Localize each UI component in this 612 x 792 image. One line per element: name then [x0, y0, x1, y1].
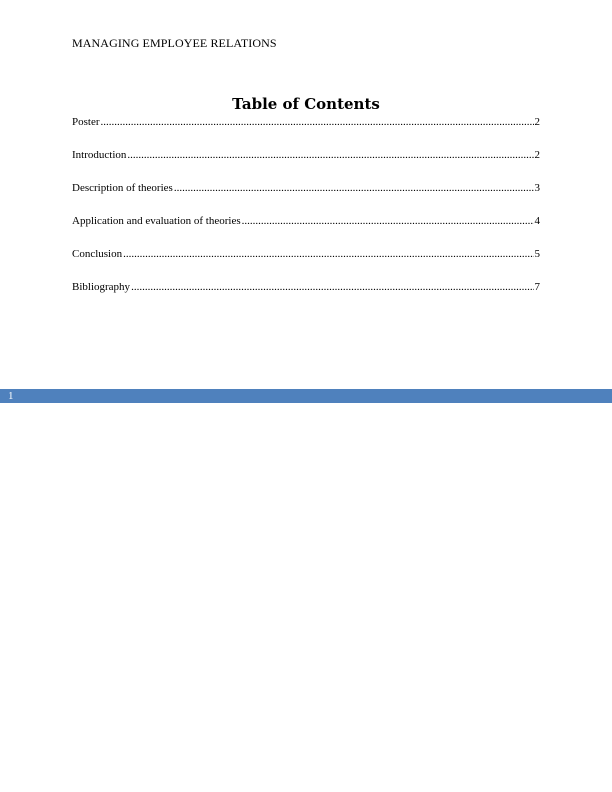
- toc-title: Table of Contents: [232, 95, 380, 113]
- toc-entry-page: 5: [534, 248, 540, 260]
- toc-entry-label: Bibliography: [72, 281, 131, 293]
- toc-entry-label: Conclusion: [72, 248, 123, 260]
- toc-entry-page: 2: [534, 116, 540, 128]
- toc-dot-leader: [174, 181, 534, 195]
- toc-entry-page: 3: [534, 182, 540, 194]
- toc-dot-leader: [131, 280, 533, 294]
- toc-entry-label: Poster: [72, 116, 100, 128]
- toc-entry-conclusion[interactable]: [72, 247, 540, 280]
- toc-dot-leader: [242, 214, 534, 228]
- running-header: MANAGING EMPLOYEE RELATIONS: [72, 36, 277, 50]
- toc-entry-bibliography[interactable]: [72, 280, 540, 313]
- toc-dot-leader: [123, 247, 533, 261]
- toc-entry-page: 7: [534, 281, 540, 293]
- toc-entry-poster[interactable]: [72, 115, 540, 148]
- toc-dot-leader: [101, 115, 534, 129]
- toc-entry-introduction[interactable]: [72, 148, 540, 181]
- table-of-contents: [72, 115, 540, 313]
- page-number: 1: [8, 390, 14, 402]
- toc-entry-page: 2: [534, 149, 540, 161]
- toc-entry-label: Description of theories: [72, 182, 173, 194]
- toc-dot-leader: [127, 148, 533, 162]
- toc-entry-description-of-theories[interactable]: [72, 181, 540, 214]
- toc-entry-application-and-evaluation[interactable]: [72, 214, 540, 247]
- footer-band: [0, 389, 612, 403]
- toc-entry-label: Application and evaluation of theories: [72, 215, 241, 227]
- toc-entry-page: 4: [534, 215, 540, 227]
- toc-entry-label: Introduction: [72, 149, 127, 161]
